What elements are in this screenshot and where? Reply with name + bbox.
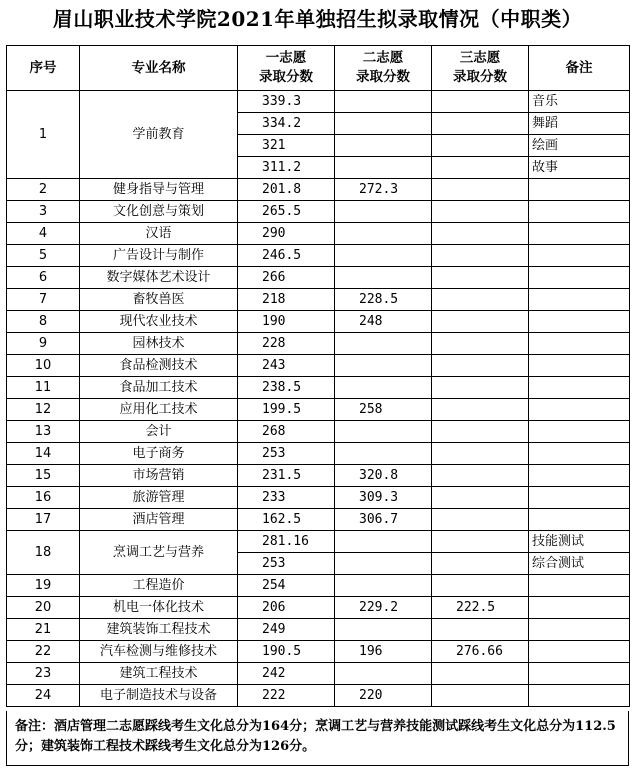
row-index: 20 <box>7 597 80 619</box>
row-major: 食品加工技术 <box>80 377 238 399</box>
second-choice-score <box>335 575 432 597</box>
first-choice-score: 190 <box>238 311 335 333</box>
second-choice-score: 258 <box>335 399 432 421</box>
row-index: 4 <box>7 223 80 245</box>
header-second-line1: 二志愿 <box>362 50 404 66</box>
row-index: 23 <box>7 663 80 685</box>
table-row <box>7 179 630 201</box>
row-index: 22 <box>7 641 80 663</box>
row-note <box>529 487 630 509</box>
third-choice-score <box>432 553 529 575</box>
row-major: 食品检测技术 <box>80 355 238 377</box>
first-choice-score: 281.16 <box>238 531 335 553</box>
header-third-line2: 录取分数 <box>453 69 507 85</box>
second-choice-score <box>335 267 432 289</box>
second-choice-score: 229.2 <box>335 597 432 619</box>
second-choice-score <box>335 135 432 157</box>
header-third-line1: 三志愿 <box>459 50 501 66</box>
third-choice-score <box>432 245 529 267</box>
second-choice-score <box>335 201 432 223</box>
row-major: 数字媒体艺术设计 <box>80 267 238 289</box>
header-first-line1: 一志愿 <box>265 50 307 66</box>
second-choice-score <box>335 531 432 553</box>
third-choice-score <box>432 487 529 509</box>
row-major: 旅游管理 <box>80 487 238 509</box>
row-major: 学前教育 <box>80 91 238 179</box>
header-third-choice <box>432 46 529 91</box>
third-choice-score <box>432 443 529 465</box>
first-choice-score: 253 <box>238 443 335 465</box>
third-choice-score <box>432 663 529 685</box>
third-choice-score <box>432 267 529 289</box>
first-choice-score: 231.5 <box>238 465 335 487</box>
row-major: 会计 <box>80 421 238 443</box>
table-row <box>7 421 630 443</box>
second-choice-score <box>335 333 432 355</box>
first-choice-score: 254 <box>238 575 335 597</box>
row-note <box>529 399 630 421</box>
second-choice-score: 220 <box>335 685 432 707</box>
table-row <box>7 597 630 619</box>
second-choice-score: 309.3 <box>335 487 432 509</box>
table-row <box>7 399 630 421</box>
table-row <box>7 377 630 399</box>
row-note: 绘画 <box>529 135 630 157</box>
table-row <box>7 465 630 487</box>
second-choice-score: 196 <box>335 641 432 663</box>
row-index: 12 <box>7 399 80 421</box>
table-row <box>7 223 630 245</box>
header-note: 备注 <box>529 46 630 91</box>
table-row <box>7 641 630 663</box>
table-row <box>7 289 630 311</box>
second-choice-score <box>335 91 432 113</box>
row-note <box>529 597 630 619</box>
second-choice-score <box>335 553 432 575</box>
row-index: 5 <box>7 245 80 267</box>
table-row <box>7 91 630 113</box>
second-choice-score <box>335 663 432 685</box>
row-major: 汽车检测与维修技术 <box>80 641 238 663</box>
row-note <box>529 641 630 663</box>
third-choice-score: 222.5 <box>432 597 529 619</box>
table-row <box>7 245 630 267</box>
row-index: 1 <box>7 91 80 179</box>
table-body <box>7 91 630 707</box>
row-major: 酒店管理 <box>80 509 238 531</box>
row-major: 建筑工程技术 <box>80 663 238 685</box>
row-major: 现代农业技术 <box>80 311 238 333</box>
second-choice-score: 306.7 <box>335 509 432 531</box>
third-choice-score <box>432 179 529 201</box>
row-major: 园林技术 <box>80 333 238 355</box>
header-major: 专业名称 <box>80 46 238 91</box>
third-choice-score <box>432 157 529 179</box>
row-note <box>529 685 630 707</box>
row-note <box>529 223 630 245</box>
third-choice-score <box>432 377 529 399</box>
row-index: 10 <box>7 355 80 377</box>
row-note: 故事 <box>529 157 630 179</box>
table-row <box>7 201 630 223</box>
row-index: 21 <box>7 619 80 641</box>
first-choice-score: 339.3 <box>238 91 335 113</box>
second-choice-score: 320.8 <box>335 465 432 487</box>
first-choice-score: 265.5 <box>238 201 335 223</box>
row-major: 健身指导与管理 <box>80 179 238 201</box>
table-row <box>7 619 630 641</box>
row-index: 14 <box>7 443 80 465</box>
row-major: 电子制造技术与设备 <box>80 685 238 707</box>
row-note <box>529 179 630 201</box>
row-major: 广告设计与制作 <box>80 245 238 267</box>
first-choice-score: 246.5 <box>238 245 335 267</box>
row-major: 畜牧兽医 <box>80 289 238 311</box>
first-choice-score: 218 <box>238 289 335 311</box>
table-row <box>7 575 630 597</box>
first-choice-score: 199.5 <box>238 399 335 421</box>
table-row <box>7 685 630 707</box>
first-choice-score: 228 <box>238 333 335 355</box>
row-index: 17 <box>7 509 80 531</box>
row-note <box>529 575 630 597</box>
second-choice-score <box>335 421 432 443</box>
second-choice-score <box>335 223 432 245</box>
second-choice-score: 228.5 <box>335 289 432 311</box>
first-choice-score: 201.8 <box>238 179 335 201</box>
row-note <box>529 267 630 289</box>
third-choice-score: 276.66 <box>432 641 529 663</box>
third-choice-score <box>432 575 529 597</box>
row-index: 3 <box>7 201 80 223</box>
third-choice-score <box>432 619 529 641</box>
first-choice-score: 311.2 <box>238 157 335 179</box>
row-index: 8 <box>7 311 80 333</box>
row-note <box>529 201 630 223</box>
second-choice-score <box>335 355 432 377</box>
third-choice-score <box>432 333 529 355</box>
row-index: 2 <box>7 179 80 201</box>
second-choice-score <box>335 377 432 399</box>
first-choice-score: 253 <box>238 553 335 575</box>
row-index: 7 <box>7 289 80 311</box>
row-major: 机电一体化技术 <box>80 597 238 619</box>
second-choice-score <box>335 619 432 641</box>
table-row <box>7 267 630 289</box>
third-choice-score <box>432 355 529 377</box>
row-index: 9 <box>7 333 80 355</box>
table-row <box>7 311 630 333</box>
third-choice-score <box>432 201 529 223</box>
first-choice-score: 238.5 <box>238 377 335 399</box>
first-choice-score: 243 <box>238 355 335 377</box>
third-choice-score <box>432 311 529 333</box>
first-choice-score: 334.2 <box>238 113 335 135</box>
row-note: 舞蹈 <box>529 113 630 135</box>
row-index: 15 <box>7 465 80 487</box>
header-row <box>7 46 630 91</box>
first-choice-score: 206 <box>238 597 335 619</box>
row-major: 应用化工技术 <box>80 399 238 421</box>
third-choice-score <box>432 135 529 157</box>
second-choice-score <box>335 157 432 179</box>
row-index: 19 <box>7 575 80 597</box>
row-major: 汉语 <box>80 223 238 245</box>
third-choice-score <box>432 91 529 113</box>
second-choice-score: 248 <box>335 311 432 333</box>
row-index: 24 <box>7 685 80 707</box>
second-choice-score <box>335 113 432 135</box>
row-index: 11 <box>7 377 80 399</box>
first-choice-score: 321 <box>238 135 335 157</box>
row-note <box>529 377 630 399</box>
table-row <box>7 663 630 685</box>
row-note <box>529 245 630 267</box>
row-index: 13 <box>7 421 80 443</box>
row-note <box>529 311 630 333</box>
row-major: 建筑装饰工程技术 <box>80 619 238 641</box>
header-second-choice <box>335 46 432 91</box>
table-row <box>7 443 630 465</box>
row-major: 文化创意与策划 <box>80 201 238 223</box>
table-row <box>7 355 630 377</box>
row-major: 市场营销 <box>80 465 238 487</box>
row-note <box>529 509 630 531</box>
row-index: 6 <box>7 267 80 289</box>
first-choice-score: 222 <box>238 685 335 707</box>
row-note: 综合测试 <box>529 553 630 575</box>
first-choice-score: 249 <box>238 619 335 641</box>
row-note <box>529 289 630 311</box>
first-choice-score: 266 <box>238 267 335 289</box>
third-choice-score <box>432 531 529 553</box>
row-note <box>529 663 630 685</box>
header-first-choice <box>238 46 335 91</box>
header-second-line2: 录取分数 <box>356 69 410 85</box>
first-choice-score: 268 <box>238 421 335 443</box>
row-major: 烹调工艺与营养 <box>80 531 238 575</box>
second-choice-score <box>335 245 432 267</box>
third-choice-score <box>432 289 529 311</box>
table-row <box>7 509 630 531</box>
first-choice-score: 290 <box>238 223 335 245</box>
row-major: 工程造价 <box>80 575 238 597</box>
row-index: 16 <box>7 487 80 509</box>
row-note <box>529 333 630 355</box>
table-row <box>7 333 630 355</box>
first-choice-score: 190.5 <box>238 641 335 663</box>
third-choice-score <box>432 465 529 487</box>
third-choice-score <box>432 223 529 245</box>
row-note: 技能测试 <box>529 531 630 553</box>
page-title: 眉山职业技术学院2021年单独招生拟录取情况（中职类） <box>52 7 583 31</box>
row-note: 音乐 <box>529 91 630 113</box>
footnote: 备注：酒店管理二志愿踩线考生文化总分为164分；烹调工艺与营养技能测试踩线考生文化总分为112.5分；建筑装饰工程技术踩线考生文化总分为126分。 <box>6 711 629 766</box>
row-note <box>529 421 630 443</box>
third-choice-score <box>432 685 529 707</box>
second-choice-score <box>335 443 432 465</box>
row-note <box>529 619 630 641</box>
third-choice-score <box>432 399 529 421</box>
row-note <box>529 355 630 377</box>
header-index: 序号 <box>7 46 80 91</box>
table-row <box>7 487 630 509</box>
second-choice-score: 272.3 <box>335 179 432 201</box>
admission-table <box>6 45 630 707</box>
first-choice-score: 242 <box>238 663 335 685</box>
third-choice-score <box>432 113 529 135</box>
row-major: 电子商务 <box>80 443 238 465</box>
third-choice-score <box>432 509 529 531</box>
first-choice-score: 162.5 <box>238 509 335 531</box>
row-index: 18 <box>7 531 80 575</box>
header-first-line2: 录取分数 <box>259 69 313 85</box>
first-choice-score: 233 <box>238 487 335 509</box>
row-note <box>529 465 630 487</box>
table-row <box>7 531 630 553</box>
row-note <box>529 443 630 465</box>
third-choice-score <box>432 421 529 443</box>
